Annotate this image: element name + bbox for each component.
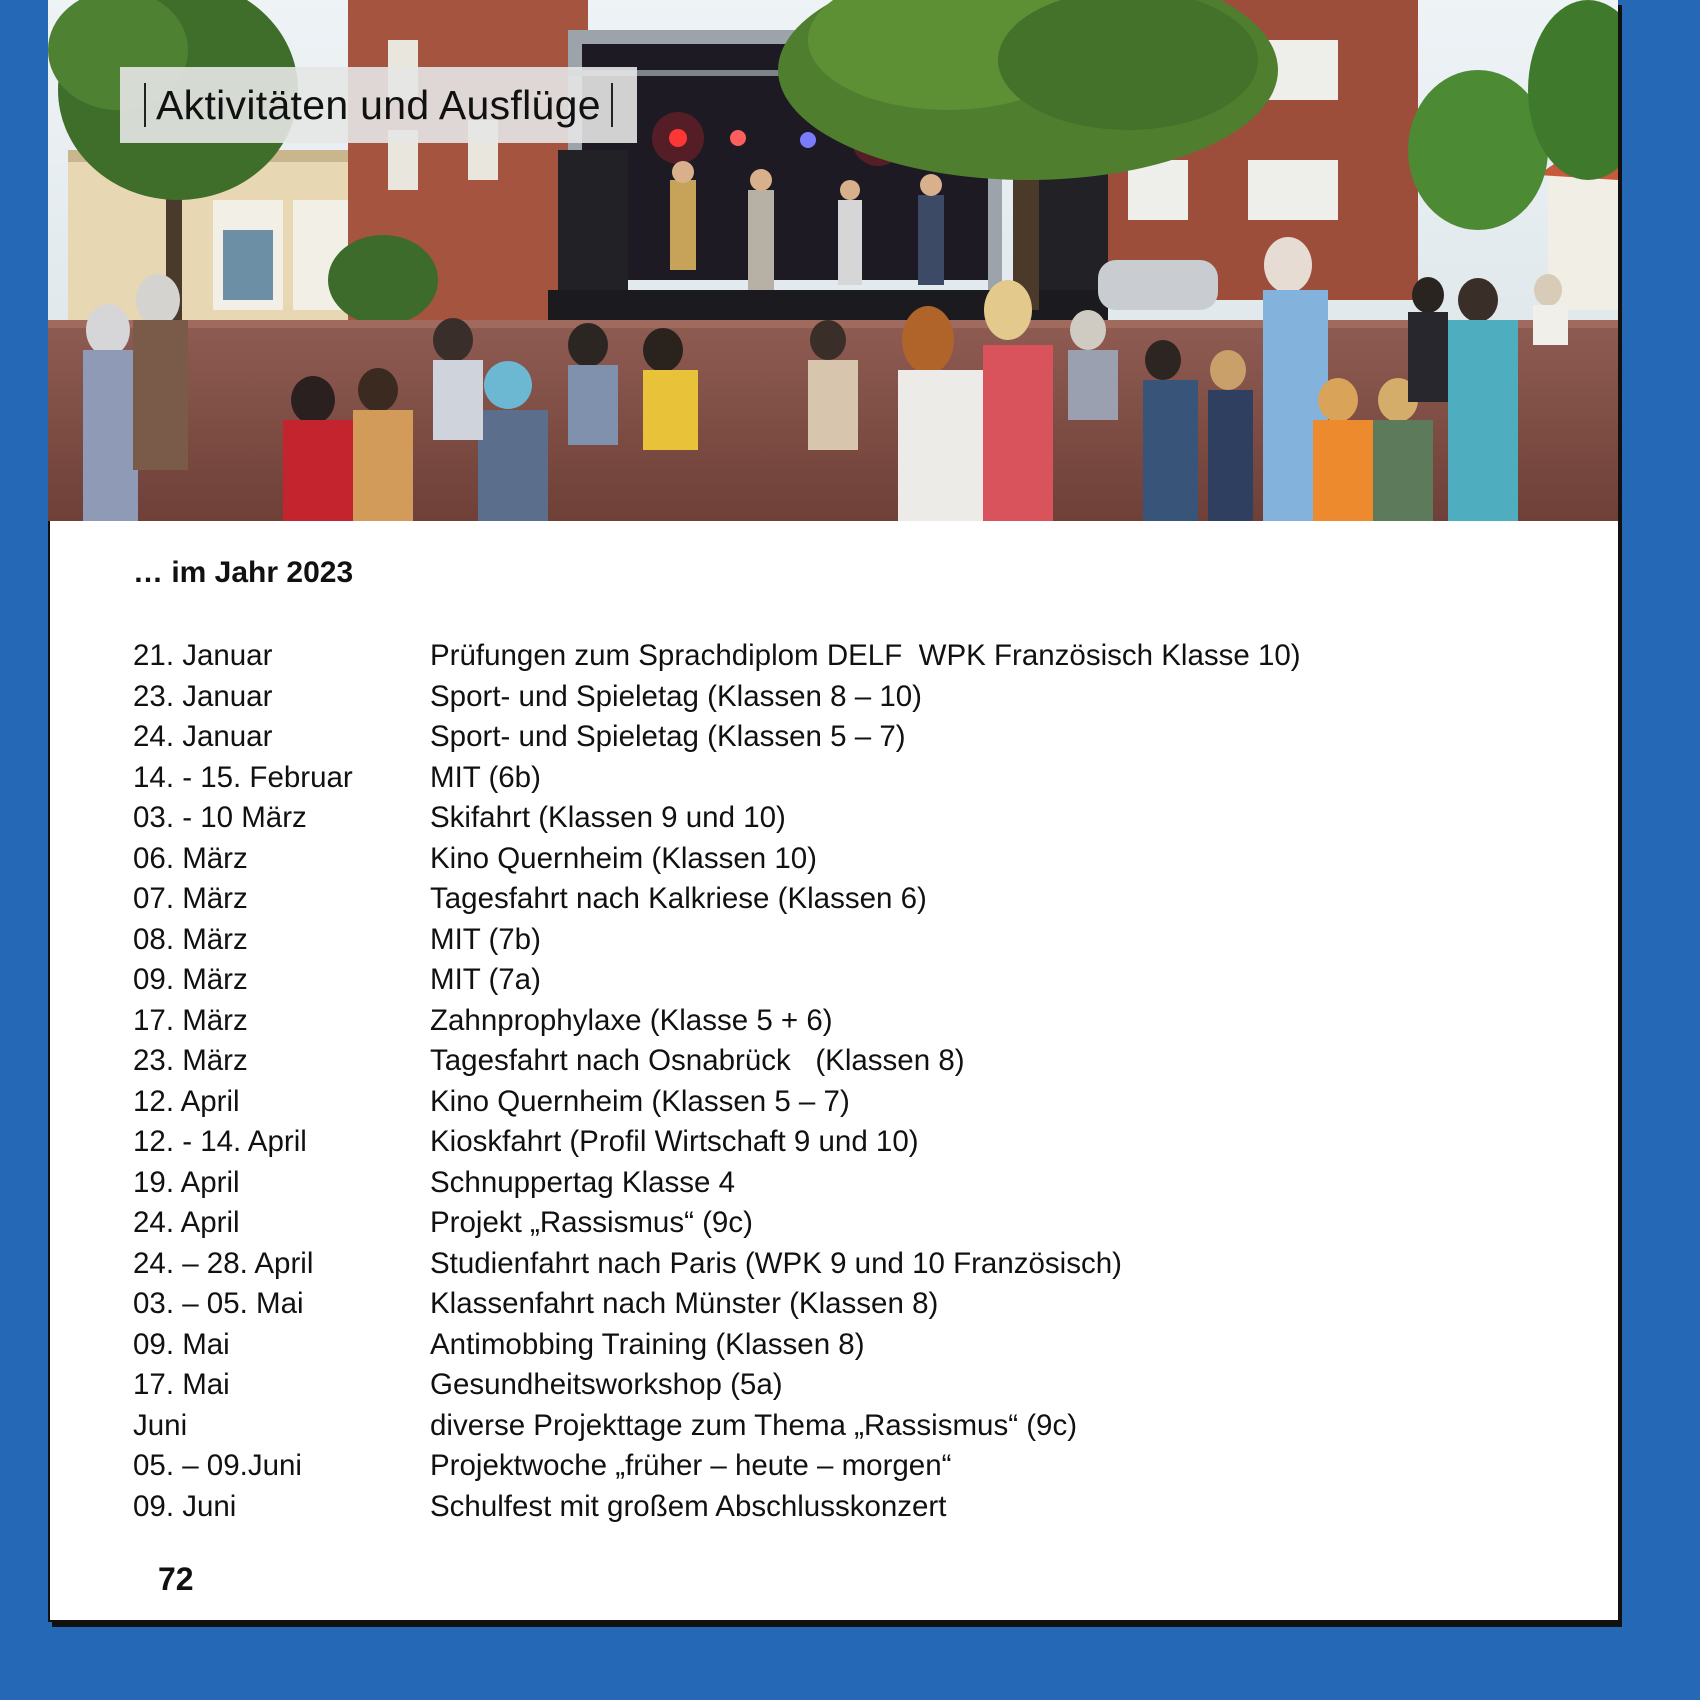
event-date: 07. März — [133, 882, 248, 916]
event-description: Kino Quernheim (Klassen 10) — [430, 841, 817, 875]
event-date: 05. – 09.Juni — [133, 1449, 302, 1483]
event-date: 19. April — [133, 1165, 240, 1199]
event-description: MIT (7a) — [430, 963, 541, 997]
event-row — [133, 1244, 1533, 1285]
event-description: Kino Quernheim (Klassen 5 – 7) — [430, 1084, 850, 1118]
event-date: 17. Mai — [133, 1368, 230, 1402]
event-date: 09. März — [133, 963, 248, 997]
event-date: 17. März — [133, 1003, 248, 1037]
event-description: Sport- und Spieletag (Klassen 5 – 7) — [430, 720, 906, 754]
year-heading: … im Jahr 2023 — [133, 556, 354, 589]
event-row — [133, 839, 1533, 880]
event-row — [133, 1082, 1533, 1123]
event-row — [133, 1446, 1533, 1487]
event-date: 23. März — [133, 1044, 248, 1078]
event-row — [133, 1001, 1533, 1042]
event-row — [133, 1284, 1533, 1325]
event-date: 24. – 28. April — [133, 1246, 314, 1280]
title-bar-right — [611, 83, 613, 127]
event-row — [133, 1325, 1533, 1366]
page-number: 72 — [158, 1561, 194, 1597]
event-date: 03. - 10 März — [133, 801, 307, 835]
event-row — [133, 798, 1533, 839]
event-description: Prüfungen zum Sprachdiplom DELF WPK Französisch Klasse 10) — [430, 639, 1301, 673]
event-description: Skifahrt (Klassen 9 und 10) — [430, 801, 786, 835]
event-row — [133, 717, 1533, 758]
event-description: Studienfahrt nach Paris (WPK 9 und 10 Französisch) — [430, 1246, 1122, 1280]
event-date: Juni — [133, 1408, 188, 1442]
event-row — [133, 1041, 1533, 1082]
section-title-text: Aktivitäten und Ausflüge — [156, 81, 601, 128]
event-row — [133, 636, 1533, 677]
event-description: Schnuppertag Klasse 4 — [430, 1165, 736, 1199]
events-list — [133, 636, 1533, 1527]
event-description: Gesundheitsworkshop (5a) — [430, 1368, 783, 1402]
event-description: Tagesfahrt nach Osnabrück (Klassen 8) — [430, 1044, 965, 1078]
event-description: Antimobbing Training (Klassen 8) — [430, 1327, 865, 1361]
event-row — [133, 1487, 1533, 1528]
event-row — [133, 1122, 1533, 1163]
event-date: 23. Januar — [133, 679, 273, 713]
event-date: 24. Januar — [133, 720, 273, 754]
event-description: Sport- und Spieletag (Klassen 8 – 10) — [430, 679, 922, 713]
event-description: diverse Projekttage zum Thema „Rassismus“ (9c) — [430, 1408, 1078, 1442]
event-row — [133, 1365, 1533, 1406]
event-description: Projekt „Rassismus“ (9c) — [430, 1206, 753, 1240]
event-date: 21. Januar — [133, 639, 273, 673]
event-row — [133, 758, 1533, 799]
event-description: Projektwoche „früher – heute – morgen“ — [430, 1449, 952, 1483]
event-row — [133, 960, 1533, 1001]
event-row — [133, 1203, 1533, 1244]
event-date: 06. März — [133, 841, 248, 875]
event-description: Zahnprophylaxe (Klasse 5 + 6) — [430, 1003, 833, 1037]
event-date: 09. Juni — [133, 1489, 237, 1523]
section-title — [120, 67, 637, 143]
event-description: Schulfest mit großem Abschlusskonzert — [430, 1489, 947, 1523]
event-description: Tagesfahrt nach Kalkriese (Klassen 6) — [430, 882, 927, 916]
event-description: Kioskfahrt (Profil Wirtschaft 9 und 10) — [430, 1125, 919, 1159]
event-description: MIT (7b) — [430, 922, 541, 956]
event-row — [133, 1163, 1533, 1204]
event-date: 14. - 15. Februar — [133, 760, 353, 794]
event-description: MIT (6b) — [430, 760, 541, 794]
event-row — [133, 1406, 1533, 1447]
event-description: Klassenfahrt nach Münster (Klassen 8) — [430, 1287, 939, 1321]
event-date: 24. April — [133, 1206, 240, 1240]
event-date: 08. März — [133, 922, 248, 956]
event-date: 12. April — [133, 1084, 240, 1118]
event-row — [133, 920, 1533, 961]
event-date: 12. - 14. April — [133, 1125, 307, 1159]
event-row — [133, 879, 1533, 920]
event-date: 09. Mai — [133, 1327, 230, 1361]
event-row — [133, 677, 1533, 718]
title-bar-left — [144, 83, 146, 127]
event-date: 03. – 05. Mai — [133, 1287, 304, 1321]
